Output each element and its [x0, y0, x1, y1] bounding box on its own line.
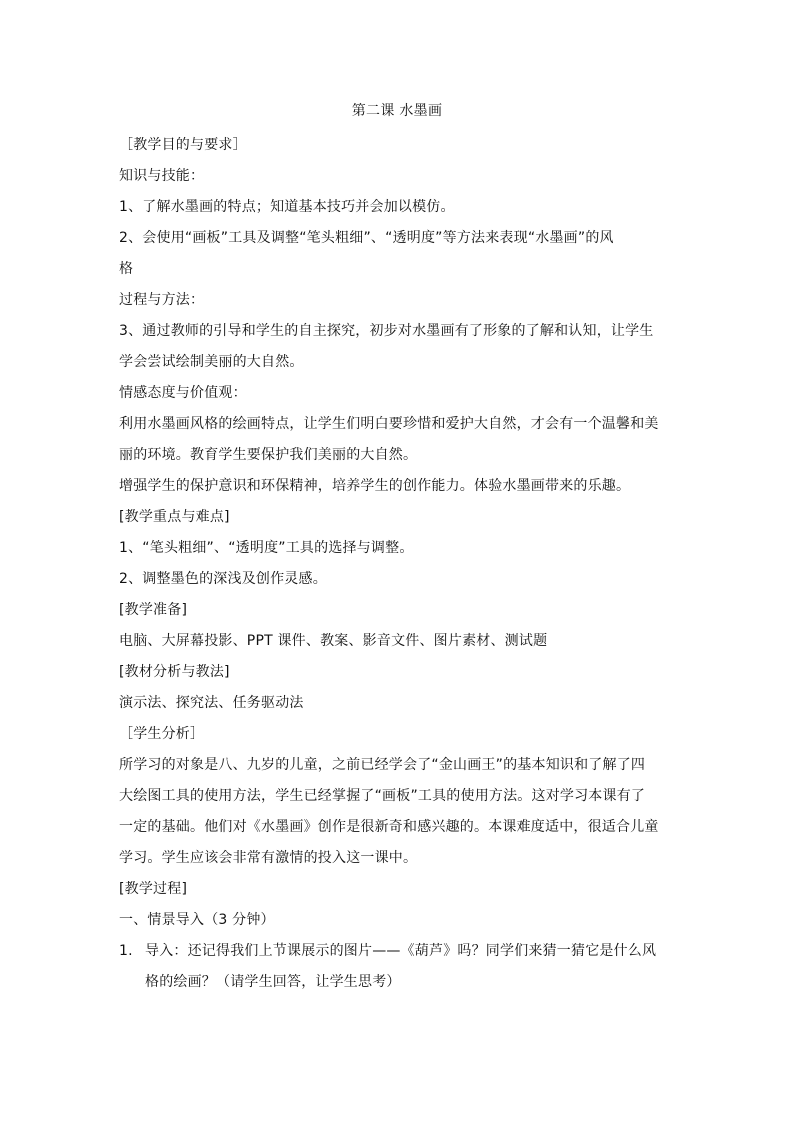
list-item-number: 1.	[119, 943, 133, 959]
list-item	[119, 936, 679, 967]
page-title: 第二课 水墨画	[351, 103, 443, 119]
paragraph: 2、会使用“画板”工具及调整“笔头粗细”、“透明度”等方法来表现“水墨画”的风	[119, 230, 614, 246]
section-heading-key-points: [教学重点与难点]	[119, 509, 230, 525]
paragraph: 利用水墨画风格的绘画特点，让学生们明白要珍惜和爱护大自然，才会有一个温馨和美	[119, 416, 659, 432]
paragraph: 一定的基础。他们对《水墨画》创作是很新奇和感兴趣的。本课难度适中，很适合儿童	[119, 819, 659, 835]
paragraph: 1、“笔头粗细”、“透明度”工具的选择与调整。	[119, 540, 414, 556]
paragraph: 学习。学生应该会非常有激情的投入这一课中。	[119, 850, 418, 866]
paragraph: 丽的环境。教育学生要保护我们美丽的大自然。	[119, 447, 418, 463]
paragraph: 3、通过教师的引导和学生的自主探究，初步对水墨画有了形象的了解和认知，让学生	[119, 323, 654, 339]
subheading-process-methods: 过程与方法：	[119, 292, 205, 308]
paragraph: 大绘图工具的使用方法，学生已经掌握了“画板”工具的使用方法。这对学习本课有了	[119, 788, 646, 804]
paragraph: 2、调整墨色的深浅及创作灵感。	[119, 571, 327, 587]
paragraph: 增强学生的保护意识和环保精神，培养学生的创作能力。体验水墨画带来的乐趣。	[119, 478, 631, 494]
paragraph: 所学习的对象是八、九岁的儿童，之前已经学会了“金山画王”的基本知识和了解了四	[119, 757, 646, 773]
paragraph: 学会尝试绘制美丽的大自然。	[119, 354, 304, 370]
list-item-continuation: 格的绘画？（请学生回答，让学生思考）	[145, 974, 401, 990]
section-heading-teaching-process: [教学过程]	[119, 881, 188, 897]
paragraph: 电脑、大屏幕投影、PPT 课件、教案、影音文件、图片素材、测试题	[119, 633, 548, 649]
subheading-emotion-values: 情感态度与价值观：	[119, 385, 247, 401]
paragraph: 1、了解水墨画的特点；知道基本技巧并会加以模仿。	[119, 199, 455, 215]
paragraph: 演示法、探究法、任务驱动法	[119, 695, 304, 711]
section-heading-teaching-methods: [教材分析与教法]	[119, 664, 230, 680]
list-item-text: 导入：还记得我们上节课展示的图片——《葫芦》吗？同学们来猜一猜它是什么风	[145, 943, 657, 959]
document-body	[119, 130, 679, 998]
paragraph: 格	[119, 261, 134, 277]
subheading-knowledge-skills: 知识与技能：	[119, 168, 205, 184]
section-heading-preparation: [教学准备]	[119, 602, 188, 618]
section-heading-objectives: ［教学目的与要求］	[119, 137, 247, 153]
subheading-intro: 一、情景导入（3 分钟）	[119, 912, 275, 928]
section-heading-student-analysis: ［学生分析］	[119, 726, 205, 742]
